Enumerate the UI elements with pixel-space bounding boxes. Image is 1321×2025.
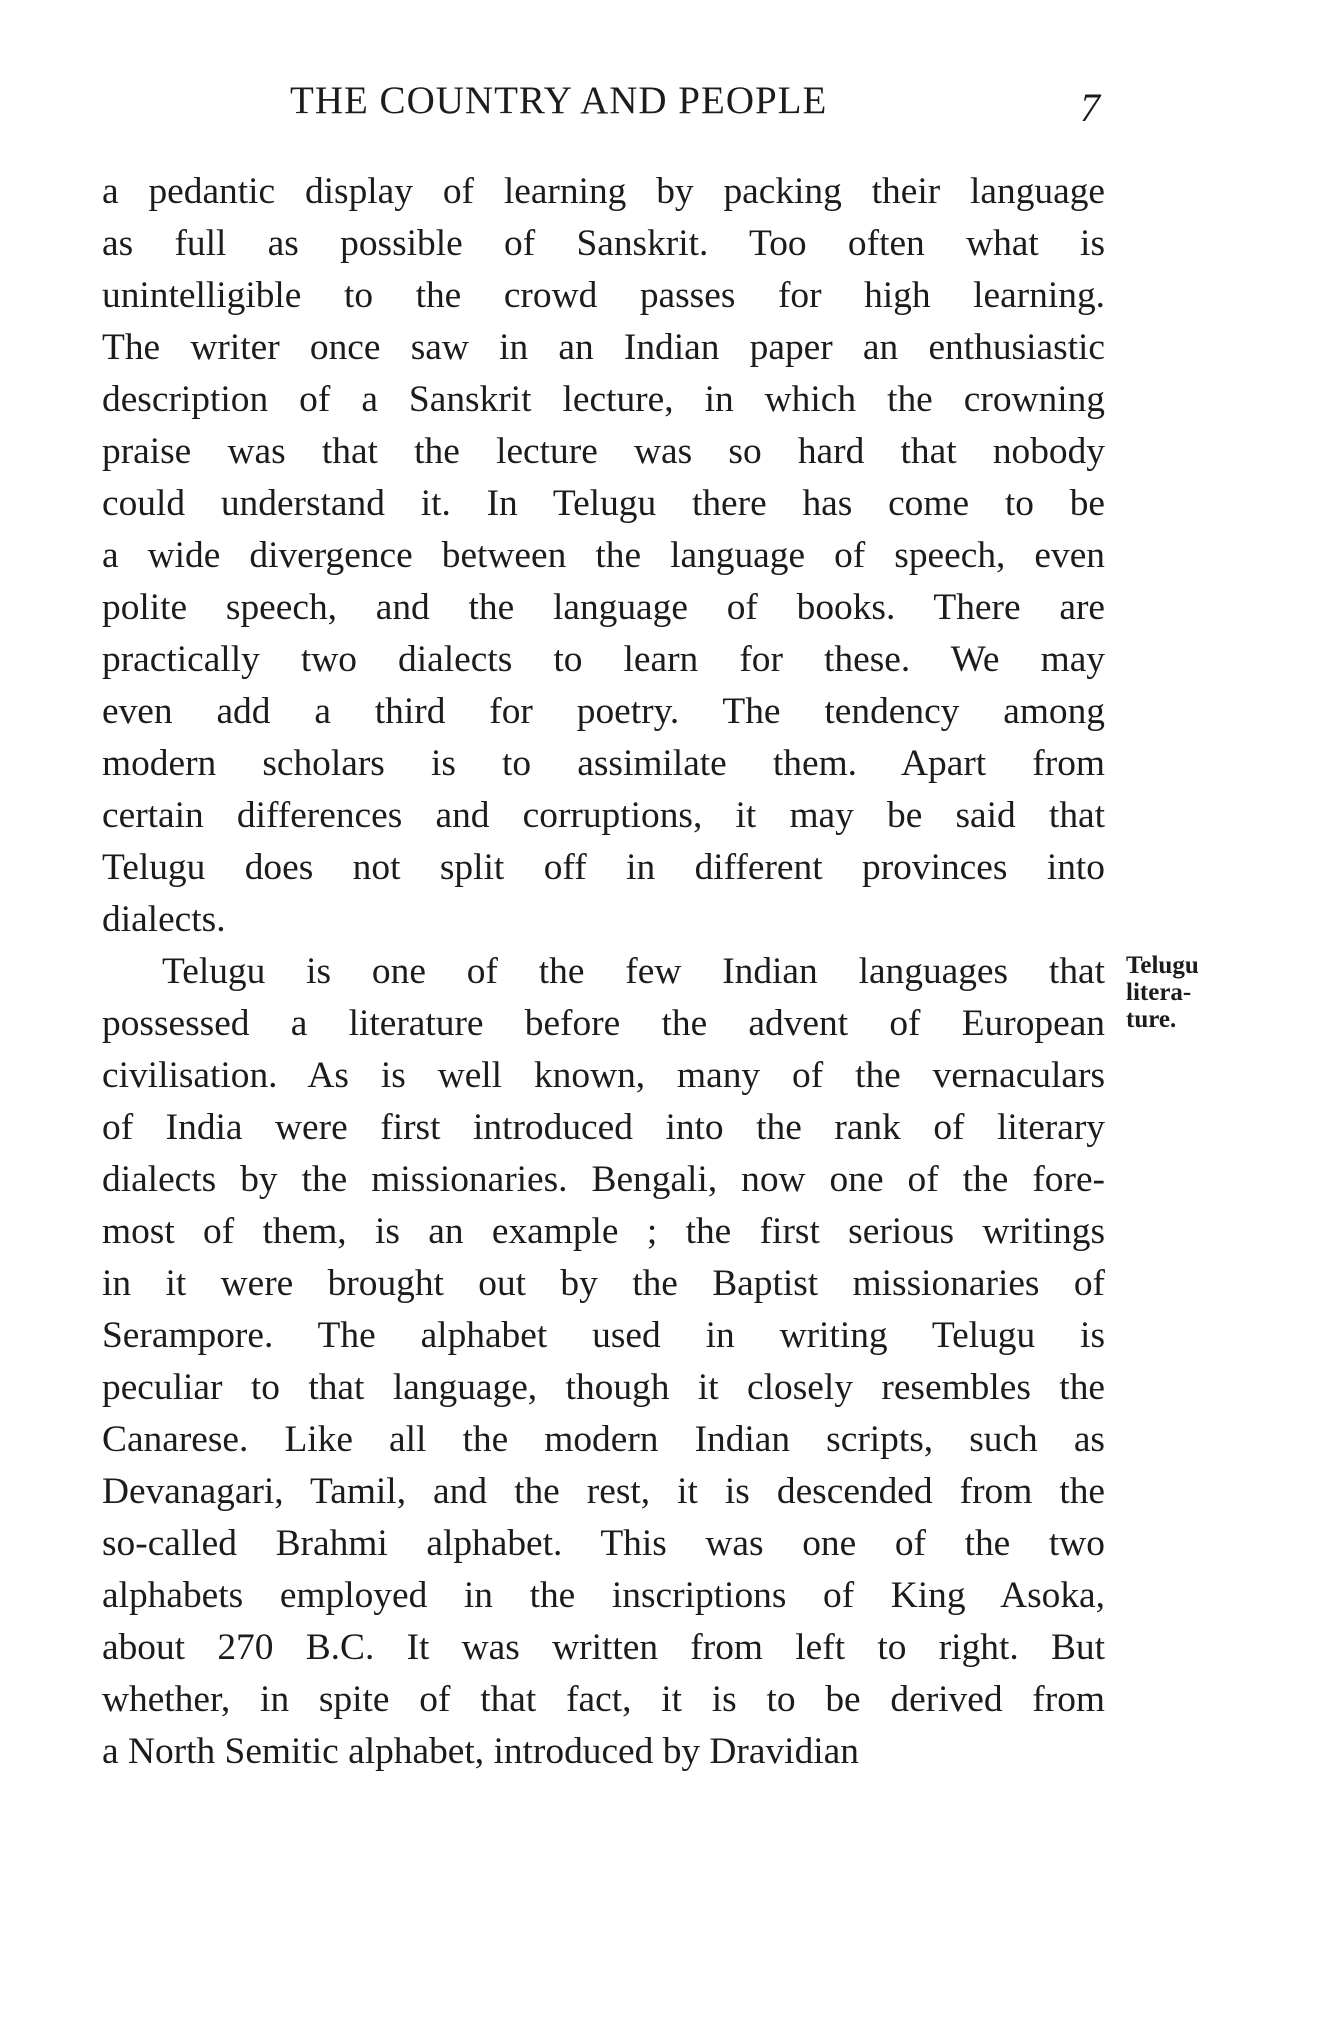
- paragraph: [102, 946, 1105, 1778]
- text-line: modern scholars is to assimilate them. Apart from: [102, 743, 1105, 784]
- text-line: alphabets employed in the inscriptions of King Asoka,: [102, 1575, 1105, 1616]
- text-line: a North Semitic alphabet, introduced by Dravidian: [102, 1731, 859, 1772]
- text-line: dialects by the missionaries. Bengali, now one of the fore-: [102, 1159, 1105, 1200]
- margin-note: [1126, 952, 1246, 1033]
- text-line: certain differences and corruptions, it may be said that: [102, 795, 1105, 836]
- margin-note-line: ture.: [1126, 1006, 1177, 1033]
- text-line: The writer once saw in an Indian paper an enthusiastic: [102, 327, 1105, 368]
- text-line: Telugu does not split off in different provinces into: [102, 847, 1105, 888]
- page-number: 7: [1080, 85, 1100, 130]
- margin-note-line: Telugu: [1126, 952, 1199, 979]
- text-line: whether, in spite of that fact, it is to be derived from: [102, 1679, 1105, 1720]
- text-line: possessed a literature before the advent of European: [102, 1003, 1105, 1044]
- text-line: description of a Sanskrit lecture, in which the crowning: [102, 379, 1105, 420]
- page-header: [290, 78, 1100, 130]
- margin-note-line: litera-: [1126, 979, 1192, 1006]
- text-line: a wide divergence between the language of speech, even: [102, 535, 1105, 576]
- text-line: even add a third for poetry. The tendency among: [102, 691, 1105, 732]
- text-line: so-called Brahmi alphabet. This was one of the two: [102, 1523, 1105, 1564]
- text-line: Devanagari, Tamil, and the rest, it is descended from the: [102, 1471, 1105, 1512]
- paragraph: [102, 166, 1105, 946]
- text-line: most of them, is an example ; the first serious writings: [102, 1211, 1105, 1252]
- text-line: unintelligible to the crowd passes for high learning.: [102, 275, 1105, 316]
- text-line: as full as possible of Sanskrit. Too often what is: [102, 223, 1105, 264]
- body-text: [102, 166, 1105, 1778]
- text-line: peculiar to that language, though it closely resembles the: [102, 1367, 1105, 1408]
- text-line: of India were first introduced into the rank of literary: [102, 1107, 1105, 1148]
- text-line: in it were brought out by the Baptist missionaries of: [102, 1263, 1105, 1304]
- text-line: about 270 B.C. It was written from left to right. But: [102, 1627, 1105, 1668]
- text-line: dialects.: [102, 899, 226, 940]
- running-head: THE COUNTRY AND PEOPLE: [290, 79, 828, 122]
- text-line: practically two dialects to learn for these. We may: [102, 639, 1105, 680]
- text-line: Canarese. Like all the modern Indian scripts, such as: [102, 1419, 1105, 1460]
- text-line: praise was that the lecture was so hard that nobody: [102, 431, 1105, 472]
- text-line: could understand it. In Telugu there has come to be: [102, 483, 1105, 524]
- text-line: Serampore. The alphabet used in writing Telugu is: [102, 1315, 1105, 1356]
- text-line: polite speech, and the language of books. There are: [102, 587, 1105, 628]
- text-line: a pedantic display of learning by packing their language: [102, 171, 1105, 212]
- text-line: civilisation. As is well known, many of the vernaculars: [102, 1055, 1105, 1096]
- text-line: Telugu is one of the few Indian languages that: [162, 951, 1105, 992]
